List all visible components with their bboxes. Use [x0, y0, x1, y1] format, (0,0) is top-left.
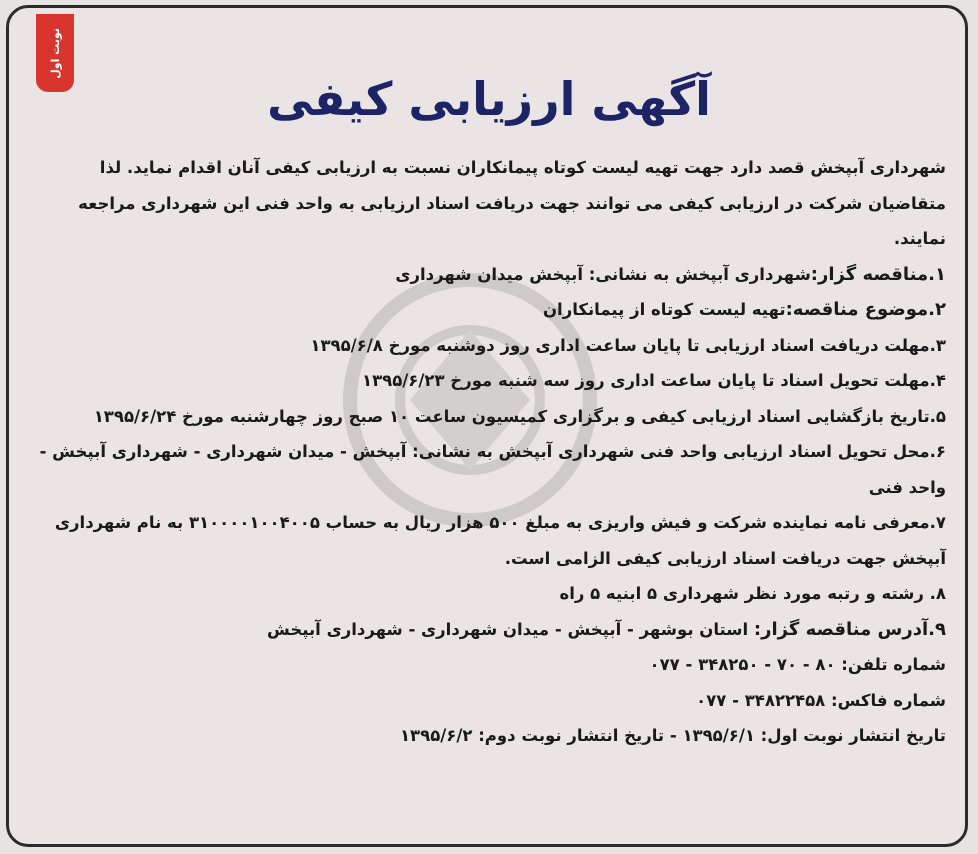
item-4: ۴.مهلت تحویل اسناد تا پایان ساعت اداری روز سه شنبه مورخ ۱۳۹۵/۶/۲۳: [362, 371, 946, 390]
item-9-text: استان بوشهر - آبپخش - میدان شهرداری - شهرداری آبپخش: [267, 619, 754, 639]
item-1: [28, 257, 946, 293]
intro-paragraph: شهرداری آبپخش قصد دارد جهت تهیه لیست کوتاه پیمانکاران نسبت به ارزیابی کیفی آنان اقدام نماید. لذا متقاضیان شرکت در ارزیابی کیفی می توانند جهت دریافت اسناد ارزیابی به واحد فنی این شهرداری مراجعه نمایند.: [78, 158, 946, 248]
item-2: [28, 292, 946, 328]
item-1-key: ۱.مناقصه گزار:: [810, 263, 946, 285]
fax-line: شماره فاکس: ۳۴۸۲۲۴۵۸ - ۰۷۷: [696, 690, 946, 710]
item-1-text: شهرداری آبپخش به نشانی: آبپخش میدان شهرداری: [395, 264, 811, 284]
badge-label: نوبت اول: [48, 27, 62, 79]
item-9: [28, 612, 946, 648]
item-9-key: ۹.آدرس مناقصه گزار:: [753, 618, 946, 640]
item-8: ۸. رشته و رتبه مورد نظر شهرداری ۵ ابنیه ۵ راه: [559, 584, 946, 603]
phone-line: شماره تلفن: ۸۰ - ۷۰ - ۳۴۸۲۵۰ - ۰۷۷: [649, 655, 946, 674]
item-2-key: ۲.موضوع مناقصه:: [785, 299, 946, 320]
item-6: ۶.محل تحویل اسناد ارزیابی واحد فنی شهرداری آبپخش به نشانی: آبپخش - میدان شهرداری - شهرداری آبپخش - واحد فنی: [39, 442, 946, 497]
item-3: ۳.مهلت دریافت اسناد ارزیابی تا پایان ساعت اداری روز دوشنبه مورخ ۱۳۹۵/۶/۸: [310, 335, 946, 355]
item-7: ۷.معرفی نامه نماینده شرکت و فیش واریزی به مبلغ ۵۰۰ هزار ریال به حساب ۳۱۰۰۰۰۱۰۰۴۰۰۵ به نام شهرداری آبپخش جهت دریافت اسناد ارزیابی کیفی الزامی است.: [54, 513, 946, 568]
publish-dates: تاریخ انتشار نوبت اول: ۱۳۹۵/۶/۱ - تاریخ انتشار نوبت دوم: ۱۳۹۵/۶/۲: [399, 726, 946, 745]
ad-body: [28, 150, 946, 754]
item-5: ۵.تاریخ بازگشایی اسناد ارزیابی کیفی و برگزاری کمیسیون ساعت ۱۰ صبح روز چهارشنبه مورخ ۱۳۹۵/۶/۲۴: [93, 406, 946, 426]
ad-title: آگهی ارزیابی کیفی: [267, 72, 711, 126]
item-2-text: تهیه لیست کوتاه از پیمانکاران: [542, 300, 786, 319]
